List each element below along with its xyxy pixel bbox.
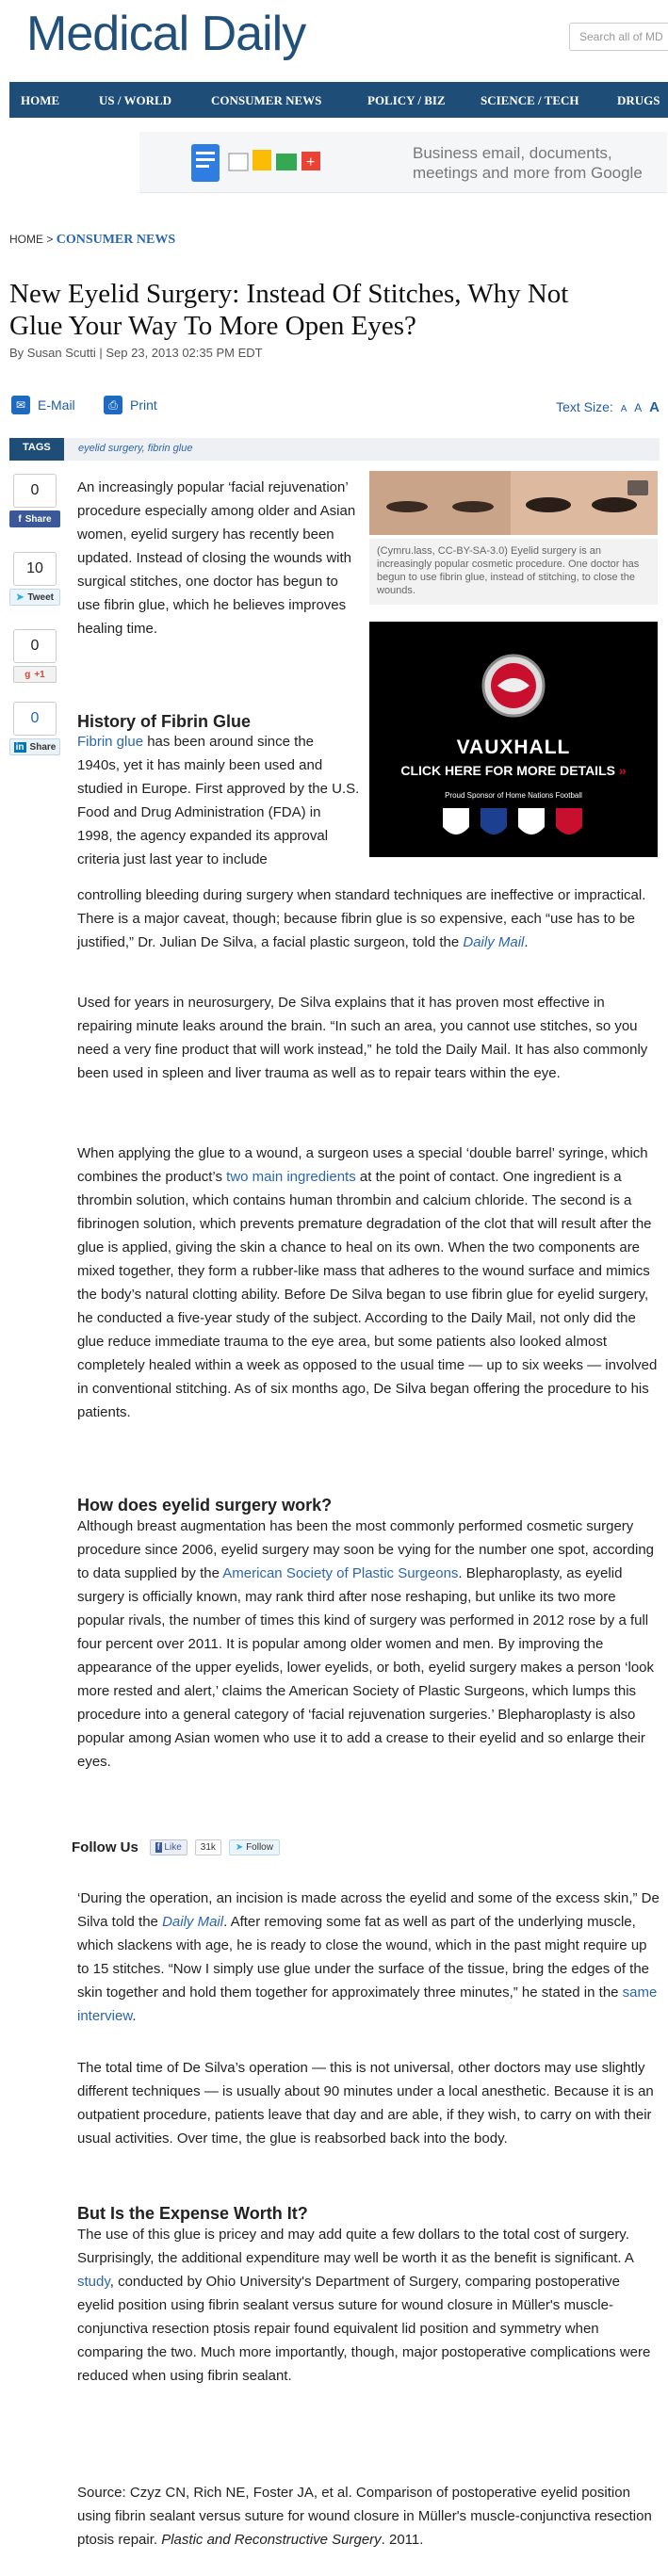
like-label: Like [164,1841,182,1853]
article-photo[interactable] [369,471,658,535]
twitter-follow-button[interactable] [229,1839,280,1855]
article-title: New Eyelid Surgery: Instead Of Stitches, Why Not Glue Your Way To More Open Eyes? [9,279,569,341]
follow-us-label: Follow Us [72,1839,138,1855]
facebook-like-button[interactable] [150,1839,187,1855]
football-crests-icon [438,806,589,844]
twitter-icon-small: ➤ [235,1841,244,1853]
tweet-label: Tweet [27,591,54,603]
breadcrumb-separator: > [46,233,54,246]
text-size-control [552,399,660,415]
text-size-medium[interactable]: A [634,401,643,414]
glue-text-b: at the point of contact. One ingredient is a thrombin solution, which contains human thrombin and calcium chloride. The second is a fibrinogen solution, which prevents premature degradation of the clot that will result after the glue is applied, giving the skin a chance to heal on its own. When the two components are mixed together, they form a rubber-like mass that adheres to the wound surface and mimics the body’s natural clotting ability. Before De Silva began to use fibrin glue for eyelid surgery, he conducted a five-year study of the subject. According to the Daily Mail, not only did the glue reduce immediate trauma to the eye area, but some patients also looked almost completely healed within a week as opposed to the usual time — up to six weeks — involved in conventional stitching. As of six months ago, De Silva began offering the procedure to his patients. [77,1169,658,1420]
section-heading-how: How does eyelid surgery work? [77,1496,333,1515]
exp-text-a: The use of this glue is pricey and may add quite a few dollars to the total cost of surgery. Surprisingly, the additional expenditure may well be worth it as the benefit is significant. A [77,2227,634,2266]
history-paragraph-cont: controlling bleeding during surgery when standard techniques are ineffective or impractical. There is a major caveat, though; because fibrin glue is so expensive, each “use has to be justified,” Dr. Julian De Silva, a facial plastic surgeon, told the Daily Mail. [77,887,646,950]
how-text-b: . Blepharoplasty, as eyelid surgery is officially known, may rank third after nose reshaping, but unlike its two more popular rivals, the number of times this kind of surgery was performed in 2012 rose by a full four percent over 2011. It is popular among older women and men. By improving the appearance of the upper eyelids, lower eyelids, or both, eyelid surgery makes a person ‘look more rested and alert,’ claims the American Society of Plastic Surgeons, which lumps this procedure into a general category of ‘facial rejuvenation surgeries.’ Blepharoplasty is also popular among Asian women who use it to add a crease to their eyelid and so enlarge their eyes. [77,1565,655,1770]
print-button[interactable] [104,396,157,414]
article-byline: By Susan Scutti | Sep 23, 2013 02:35 PM EDT [9,346,263,360]
text-size-label: Text Size: [556,399,613,414]
ad-brand: VAUXHALL [456,737,571,758]
neurosurgery-paragraph: Used for years in neurosurgery, De Silva explains that it has proven most effective in repairing minute leaks around the brain. “In such an area, you cannot use stitches, so you need a very fine product that will work instead,” he told the Daily Mail. It has also commonly been used in spleen and liver trauma as well as to repair tears within the eye. [77,995,648,1081]
tag-links[interactable]: eyelid surgery, fibrin glue [78,443,193,454]
nav-policy-biz[interactable]: POLICY / BIZ [367,93,446,107]
operation-paragraph [77,1887,660,2028]
breadcrumb-section[interactable]: CONSUMER NEWS [56,233,176,247]
daily-mail-link-2[interactable]: Daily Mail [162,1914,224,1930]
facebook-share-label: Share [24,513,52,525]
study-link[interactable]: study [77,2274,110,2290]
ad-cta[interactable] [369,763,658,778]
nav-home[interactable]: HOME [21,93,60,107]
glue-application-paragraph [77,1142,660,1424]
eyes-image-right [511,471,658,535]
source-text: Source: Czyz CN, Rich NE, Foster JA, et al. Comparison of postoperative eyelid position using fibrin sealant versus suture for wound closure in Müller's muscle-conjunctiva resection ptosis repair. [77,2485,652,2548]
follow-us-bar [72,1837,280,1857]
op-text-b: . After removing some fat as well as part of the underlying muscle, which slackens with age, he is ready to close the wound, which in the past might require up to 15 stitches. “Now I simply use glue under the surface of the tissue, bring the edges of the skin together and hold them together for approximately three minutes,” he stated in the [77,1914,650,2001]
google-apps-icon [177,135,347,191]
google-plus-button[interactable] [13,666,57,683]
google-plus-icon: g [24,669,31,680]
search-input[interactable]: Search all of MD [569,23,668,51]
eyes-image-left [369,471,511,535]
source-journal: Plastic and Reconstructive Surgery [161,2532,382,2548]
text-size-large[interactable]: A [649,399,660,415]
fibrin-glue-link[interactable]: Fibrin glue [77,734,144,750]
print-label: Print [130,397,157,413]
nav-consumer-news[interactable]: CONSUMER NEWS [211,93,322,107]
linkedin-share[interactable] [9,702,60,755]
tweet-count: 10 [13,552,57,586]
photo-right-eyes [511,471,658,535]
section-heading-history: History of Fibrin Glue [77,712,252,731]
exp-text-b: , conducted by Ohio University's Department of Surgery, comparing postoperative eyelid position using fibrin sealant versus suture for wound closure in Müller's muscle-conjunctiva resection ptosis repair found equivalent lid position and symmetry when comparing the two. Much more importantly, though, major postoperative complications were reduced when using fibrin sealant. [77,2274,651,2384]
nav-us-world[interactable]: US / WORLD [99,93,172,107]
chevron-right-icon: » [618,763,627,778]
photo-left-eyes [369,471,511,535]
nav-drugs[interactable]: DRUGS [617,93,660,107]
vauxhall-logo-icon [481,650,546,725]
breadcrumb-home[interactable]: HOME [9,233,43,246]
svg-text:+: + [306,154,316,170]
facebook-icon-small: f [156,1841,160,1853]
source-citation [77,2481,660,2552]
how-paragraph [77,1515,660,1774]
total-time-paragraph: The total time of De Silva’s operation — this is not universal, other doctors may use slightly different techniques — is usually about 90 minutes under a local anesthetic. Because it is an outpatient procedure, patients leave that day and are able, if they wish, to carry on with their usual activities. Over time, the glue is reabsorbed back into the body. [77,2060,654,2147]
op-text-c: . [132,2008,137,2024]
follow-label: Follow [246,1841,273,1853]
history-paragraph [77,730,360,871]
same-interview-link[interactable]: same interview [77,1985,658,2024]
linkedin-icon: in [15,741,24,753]
email-label: E-Mail [38,397,75,413]
site-logo[interactable]: Medical Daily [26,7,306,61]
print-icon: ⎙ [104,396,122,414]
like-count: 31k [195,1839,221,1855]
glue-text-a: When applying the glue to a wound, a surgeon uses a special ‘double barrel’ syringe, which combines the product’s [77,1145,648,1185]
ad-cta-label: CLICK HERE FOR MORE DETAILS [400,763,615,778]
tags-label: TAGS [9,438,64,461]
site-header [0,0,668,75]
twitter-bird-icon: ➤ [16,591,24,603]
intro-paragraph: An increasingly popular ‘facial rejuvenation’ procedure especially among older and Asian women, eyelid surgery has recently been updated. Instead of closing the wounds with surgical stitches, one doctor has begun to use fibrin glue, which he believes improves healing time. [77,479,356,637]
google-plus-share[interactable] [9,629,60,683]
ad-sponsor: Proud Sponsor of Home Nations Football [445,791,582,800]
expense-paragraph [77,2223,660,2388]
breadcrumb [9,233,175,248]
linkedin-share-label: Share [29,741,57,753]
facebook-share[interactable] [9,474,60,527]
twitter-share[interactable] [9,552,60,606]
how-text-a: Although breast augmentation has been the most commonly performed cosmetic surgery procedure since 2006, eyelid surgery may soon be vying for the number one spot, according to data supplied by the [77,1518,655,1581]
main-ingredients-link[interactable]: two main ingredients [226,1169,356,1185]
tags-bar [9,438,660,461]
text-size-small[interactable]: A [620,404,627,414]
facebook-share-count: 0 [13,474,57,508]
main-nav [9,82,668,118]
google-plus-count: 0 [13,629,57,663]
sidebar-ad[interactable] [369,622,658,857]
google-plus-label: +1 [34,669,45,680]
article-tools [9,396,660,424]
history-text: has been around since the 1940s, yet it has mainly been used and studied in Europe. First approved by the U.S. Food and Drug Administration (FDA) in 1998, the agency expanded its approval criteria just last year to include [77,734,360,867]
facebook-icon: f [18,513,22,525]
email-button[interactable] [11,396,75,414]
email-icon: ✉ [11,396,30,414]
banner-ad-text: Business email, documents, meetings and more from Google [413,144,643,182]
asps-link[interactable]: American Society of Plastic Surgeons [222,1565,459,1581]
daily-mail-link[interactable]: Daily Mail [463,934,525,950]
tweet-button[interactable] [9,589,60,606]
op-text-a: ‘During the operation, an incision is made across the eyelid and some of the excess skin,” De Silva told the [77,1890,660,1930]
photo-caption: (Cymru.lass, CC-BY-SA-3.0) Eyelid surgery is an increasingly popular cosmetic procedure. One doctor has begun to use fibrin glue, instead of stitching, to close the wounds. [369,539,658,605]
history-text-cont: controlling bleeding during surgery when standard techniques are ineffective or impractical. There is a major caveat, though; because fibrin glue is so expensive, each “use has to be justified,” Dr. Julian De Silva, a facial plastic surgeon, told the [77,887,646,950]
source-year: . 2011. [381,2532,424,2548]
banner-ad[interactable] [139,132,667,193]
linkedin-share-count: 0 [13,702,57,736]
linkedin-share-button[interactable] [9,738,60,755]
nav-science-tech[interactable]: SCIENCE / TECH [481,93,579,107]
section-heading-expense: But Is the Expense Worth It? [77,2204,308,2223]
facebook-share-button[interactable] [9,510,60,527]
